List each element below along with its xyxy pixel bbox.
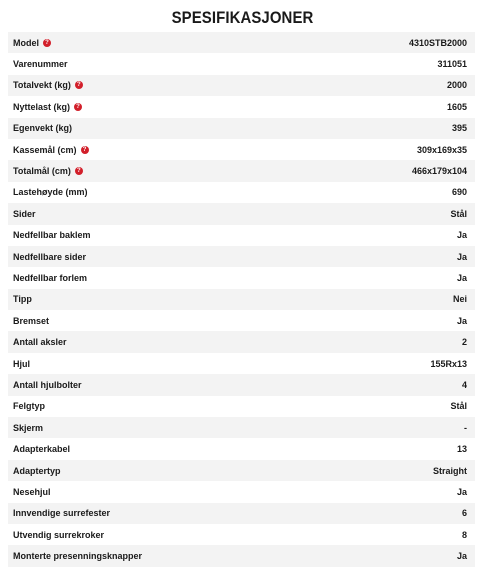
spec-row: [8, 545, 475, 566]
spec-label-text: Sider: [13, 208, 36, 219]
spec-row: [8, 246, 475, 267]
spec-row: [8, 353, 475, 374]
spec-label-text: Nedfellbar baklem: [13, 230, 91, 241]
spec-label-text: Adaptertyp: [13, 465, 61, 476]
spec-value: 466x179x104: [411, 166, 467, 177]
spec-label-text: Monterte presenningsknapper: [13, 551, 143, 562]
spec-label: [13, 145, 89, 155]
spec-label: [13, 166, 83, 176]
spec-value: 13: [456, 444, 467, 455]
spec-label: [13, 209, 36, 219]
spec-value: Stål: [450, 208, 467, 219]
spec-label-text: Innvendige surrefester: [13, 508, 111, 519]
spec-value: Ja: [456, 551, 467, 562]
spec-label: [13, 530, 104, 540]
spec-row: [8, 524, 475, 545]
spec-label: [13, 337, 67, 347]
help-icon[interactable]: ?: [81, 146, 89, 154]
spec-label: [13, 273, 87, 283]
spec-row: [8, 503, 475, 524]
spec-value: 6: [461, 508, 467, 519]
spec-label-text: Nyttelast (kg): [13, 101, 71, 112]
spec-value: 4: [461, 379, 467, 390]
spec-value: Ja: [456, 315, 467, 326]
spec-label: [13, 466, 61, 476]
spec-label: [13, 187, 88, 197]
page-title: SPESIFIKASJONER: [171, 8, 314, 27]
spec-label-text: Totalvekt (kg): [13, 80, 71, 91]
spec-label: [13, 551, 142, 561]
spec-row: [8, 267, 475, 288]
spec-row: [8, 481, 475, 502]
spec-row: [8, 53, 475, 74]
spec-label: [13, 38, 51, 48]
spec-row: [8, 396, 475, 417]
spec-label-text: Antall aksler: [13, 337, 67, 348]
spec-row: [8, 331, 475, 352]
spec-label: [13, 444, 70, 454]
spec-label-text: Adapterkabel: [13, 444, 71, 455]
spec-row: [8, 118, 475, 139]
spec-label: [13, 401, 45, 411]
spec-label-text: Nedfellbar forlem: [13, 272, 88, 283]
spec-label: [13, 252, 86, 262]
spec-row: [8, 139, 475, 160]
spec-value: 395: [451, 123, 467, 134]
spec-row: [8, 289, 475, 310]
spec-value: Ja: [456, 230, 467, 241]
spec-row: [8, 374, 475, 395]
spec-value: 690: [451, 187, 467, 198]
spec-row: [8, 310, 475, 331]
spec-value: 2: [461, 337, 467, 348]
spec-value: 309x169x35: [416, 144, 467, 155]
spec-value: Ja: [456, 486, 467, 497]
spec-value: Straight: [432, 465, 467, 476]
spec-label-text: Egenvekt (kg): [13, 123, 73, 134]
spec-label: [13, 230, 91, 240]
spec-value: 311051: [437, 59, 467, 70]
spec-value: -: [464, 422, 467, 433]
spec-row: [8, 438, 475, 459]
help-icon[interactable]: ?: [75, 81, 83, 89]
spec-label-text: Nedfellbare sider: [13, 251, 87, 262]
spec-label-text: Utvendig surrekroker: [13, 529, 105, 540]
spec-label: [13, 380, 82, 390]
spec-label-text: Tipp: [13, 294, 32, 305]
spec-value: Ja: [456, 272, 467, 283]
spec-row: [8, 203, 475, 224]
help-icon[interactable]: ?: [43, 39, 51, 47]
spec-value: Stål: [450, 401, 467, 412]
spec-row: [8, 96, 475, 117]
spec-label: [13, 423, 43, 433]
spec-label: [13, 123, 72, 133]
spec-label-text: Bremset: [13, 315, 50, 326]
spec-label: [13, 102, 82, 112]
spec-label-text: Model: [13, 37, 39, 48]
help-icon[interactable]: ?: [75, 167, 83, 175]
spec-label: [13, 59, 68, 69]
spec-row: [8, 32, 475, 53]
spec-label: [13, 487, 51, 497]
spec-label: [13, 508, 110, 518]
spec-label-text: Antall hjulbolter: [13, 379, 82, 390]
spec-label-text: Felgtyp: [13, 401, 46, 412]
spec-value: 4310STB2000: [408, 37, 467, 48]
spec-row: [8, 160, 475, 181]
spec-label-text: Nesehjul: [13, 486, 51, 497]
spec-row: [8, 417, 475, 438]
spec-label-text: Totalmål (cm): [13, 166, 71, 177]
spec-value: 2000: [446, 80, 467, 91]
spec-label-text: Kassemål (cm): [13, 144, 77, 155]
spec-label: [13, 294, 32, 304]
spec-value: Ja: [456, 251, 467, 262]
spec-label-text: Varenummer: [13, 59, 68, 70]
spec-table: [8, 32, 475, 567]
spec-label: [13, 80, 83, 90]
spec-label-text: Hjul: [13, 358, 30, 369]
spec-value: 155Rx13: [430, 358, 467, 369]
spec-label: [13, 316, 49, 326]
spec-row: [8, 182, 475, 203]
spec-value: Nei: [452, 294, 467, 305]
spec-row: [8, 75, 475, 96]
spec-value: 1605: [446, 101, 467, 112]
spec-row: [8, 460, 475, 481]
spec-label-text: Lastehøyde (mm): [13, 187, 88, 198]
spec-value: 8: [461, 529, 467, 540]
spec-label: [13, 359, 30, 369]
spec-row: [8, 225, 475, 246]
spec-label-text: Skjerm: [13, 422, 44, 433]
help-icon[interactable]: ?: [74, 103, 82, 111]
